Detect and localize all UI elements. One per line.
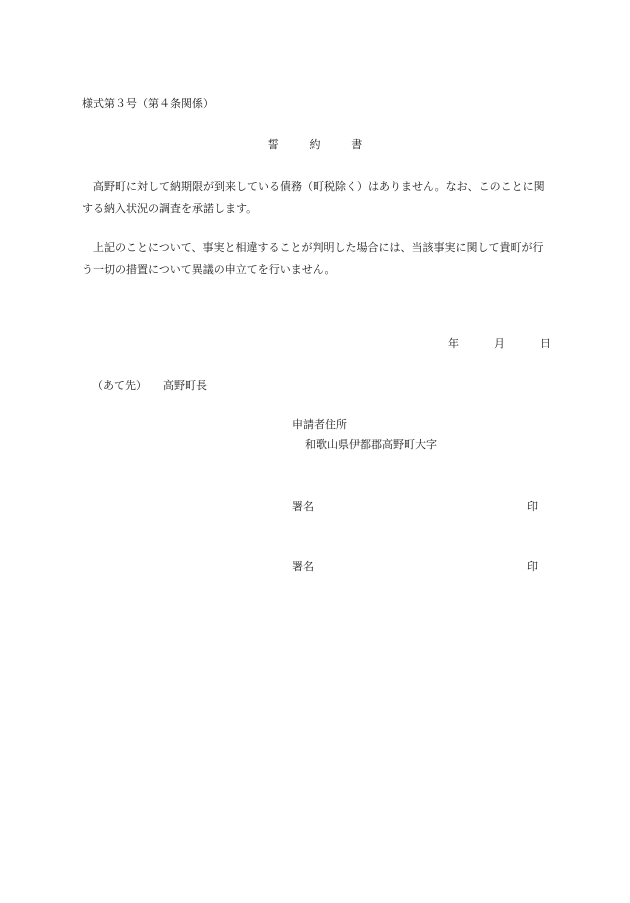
date-day-label: 日 [540,337,551,350]
applicant-address-label: 申請者住所 [292,418,347,431]
pledge-paragraph-1: 高野町に対して納期限が到来している債務（町税除く）はありません。なお、このことに関する納入状況の調査を承諾します。 [82,180,545,215]
addressee [92,377,207,395]
document-title: 誓 約 書 [267,138,373,151]
seal-mark-2: 印 [527,560,538,573]
signature-label-1: 署名 [292,500,314,513]
applicant-address-value: 和歌山県伊都郡高野町大字 [305,438,437,451]
date-row [448,335,550,353]
seal-mark-1: 印 [527,500,538,513]
signature-label-2: 署名 [292,560,314,573]
addressee-name: 高野町長 [163,379,207,392]
date-year-label: 年 [448,337,459,350]
date-month-label: 月 [494,337,505,350]
addressee-label: （あて先） [92,379,147,392]
pledge-paragraph-2: 上記のことについて、事実と相違することが判明した場合には、当該事実に関して貴町が行う一切の措置について異議の申立てを行いません。 [82,241,544,276]
form-number: 様式第３号（第４条関係） [82,97,214,110]
